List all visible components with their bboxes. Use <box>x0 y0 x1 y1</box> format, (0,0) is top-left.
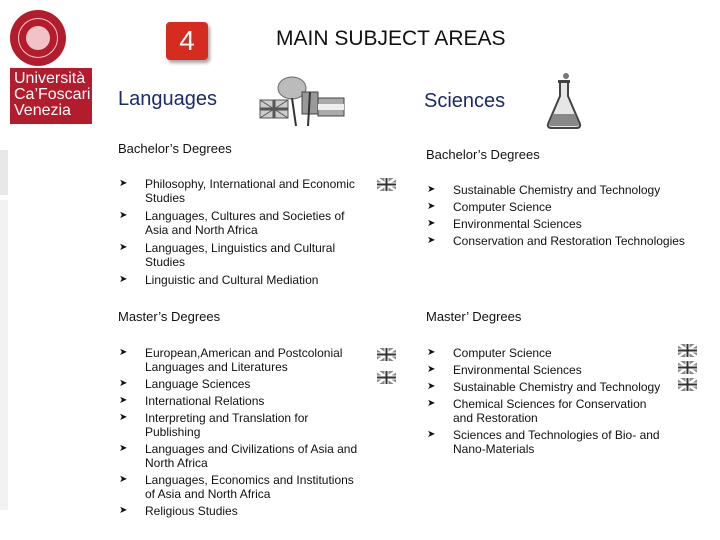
list-item: ➤ Philosophy, International and Economic Studies <box>119 177 355 205</box>
list-item: ➤ Environmental Sciences <box>427 363 582 377</box>
list-item: ➤ Chemical Sciences for Conservation and Restoration <box>427 397 647 425</box>
list-item: ➤ Languages, Linguistics and Cultural Studies <box>119 241 336 269</box>
list-item: ➤ Languages, Cultures and Societies of Asia and North Africa <box>119 209 345 237</box>
arrow-bullet-icon: ➤ <box>119 395 128 406</box>
languages-bachelor-heading: Bachelor’s Degrees <box>118 141 232 156</box>
uk-flag-icon <box>377 348 396 361</box>
arrow-bullet-icon: ➤ <box>119 242 128 253</box>
list-item: ➤ Languages, Economics and Institutions of Asia and North Africa <box>119 473 354 501</box>
list-item: ➤ Computer Science <box>427 200 552 214</box>
languages-master-list <box>119 346 359 518</box>
arrow-bullet-icon: ➤ <box>427 381 436 392</box>
list-item: ➤ Sustainable Chemistry and Technology <box>427 183 661 197</box>
side-decor-bar <box>0 200 8 510</box>
arrow-bullet-icon: ➤ <box>119 210 128 221</box>
logo-line-3: Venezia <box>14 102 71 119</box>
list-item: ➤ Languages and Civilizations of Asia and North Africa <box>119 442 358 470</box>
arrow-bullet-icon: ➤ <box>119 443 128 454</box>
arrow-bullet-icon: ➤ <box>119 378 128 389</box>
list-item: ➤ Religious Studies <box>119 504 238 518</box>
university-seal <box>10 10 66 66</box>
list-item: ➤ Sustainable Chemistry and Technology <box>427 380 661 394</box>
arrow-bullet-icon: ➤ <box>119 412 128 423</box>
flask-icon <box>544 70 584 132</box>
list-item: ➤ Linguistic and Cultural Mediation <box>119 273 319 287</box>
logo-line-1: Università <box>14 70 86 87</box>
list-item: ➤ European,American and Postcolonial Languages and Literatures <box>119 346 343 374</box>
sciences-bachelor-heading: Bachelor’s Degrees <box>426 147 540 162</box>
sciences-master-heading: Master’ Degrees <box>426 309 522 324</box>
arrow-bullet-icon: ➤ <box>427 184 436 195</box>
arrow-bullet-icon: ➤ <box>119 505 128 516</box>
list-item: ➤ Interpreting and Translation for Publishing <box>119 411 309 439</box>
list-item: ➤ Language Sciences <box>119 377 251 391</box>
seal-emblem <box>26 26 50 50</box>
arrow-bullet-icon: ➤ <box>427 235 436 246</box>
languages-title: Languages <box>118 88 217 110</box>
list-item: ➤ Environmental Sciences <box>427 217 582 231</box>
arrow-bullet-icon: ➤ <box>427 347 436 358</box>
sciences-title: Sciences <box>424 90 506 112</box>
uk-flag-icon <box>678 361 697 374</box>
page-title: MAIN SUBJECT AREAS <box>276 27 506 50</box>
university-logo <box>10 68 92 124</box>
sciences-master-list <box>427 346 667 456</box>
sciences-bachelor-list <box>427 183 707 248</box>
flags-illustration-icon <box>256 72 348 128</box>
slide-number-badge: 4 <box>166 22 208 60</box>
list-item: ➤ International Relations <box>119 394 265 408</box>
arrow-bullet-icon: ➤ <box>427 364 436 375</box>
languages-master-heading: Master’s Degrees <box>118 309 221 324</box>
side-decor-bar <box>0 150 8 195</box>
arrow-bullet-icon: ➤ <box>427 201 436 212</box>
logo-line-2: Ca’Foscari <box>14 86 91 103</box>
arrow-bullet-icon: ➤ <box>427 398 436 409</box>
list-item: ➤ Computer Science <box>427 346 552 360</box>
uk-flag-icon <box>678 378 697 391</box>
arrow-bullet-icon: ➤ <box>119 274 128 285</box>
arrow-bullet-icon: ➤ <box>119 178 128 189</box>
uk-flag-icon <box>678 344 697 357</box>
languages-bachelor-list <box>119 177 359 287</box>
list-item: ➤ Sciences and Technologies of Bio- and Nano-Materials <box>427 428 660 456</box>
list-item: ➤ Conservation and Restoration Technologies <box>427 234 685 248</box>
arrow-bullet-icon: ➤ <box>427 429 436 440</box>
uk-flag-icon <box>377 371 396 384</box>
arrow-bullet-icon: ➤ <box>427 218 436 229</box>
arrow-bullet-icon: ➤ <box>119 474 128 485</box>
uk-flag-icon <box>377 178 396 191</box>
arrow-bullet-icon: ➤ <box>119 347 128 358</box>
